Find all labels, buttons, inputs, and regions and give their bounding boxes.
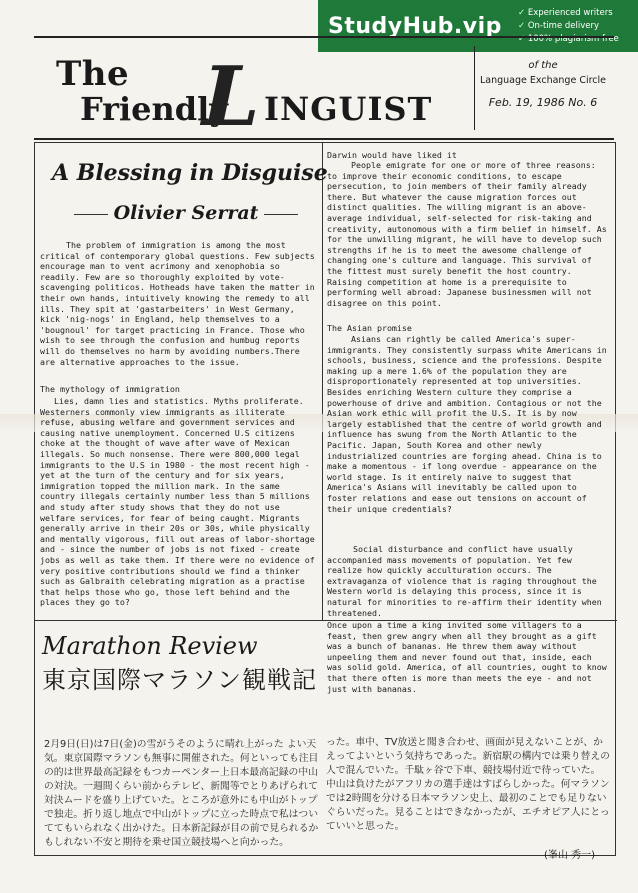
issue-of: of the [528,60,558,71]
issue-circle: Language Exchange Circle [479,75,607,86]
article-body-bananas: Once upon a time a king invited some villagers to a feast, then grew angry when all they brought as a gift was a bunch of bananas. He threw them away without unpeeling them and never found out that, inside, each was solid gold. America, of all countries, ought to know that there often is more than meets the eye - and not just with bananas. [327,620,607,694]
review-title-japanese: 東京国際マラソン観戦記 [42,666,317,694]
issue-box [474,46,611,130]
subhead-asian: The Asian promise [327,323,412,333]
article-headline: A Blessing in Disguise [52,160,328,186]
feature-plagiarism: ✓ 100% plagiarism free [518,33,619,46]
article-intro: The problem of immigration is among the most critical of contemporary global questions. Few subjects encourage man to vent acrimony and xenophobia so readily. Few are so thoroughly exploited by vote-scavenging politicos. Hotheads have taken the matter in their own hands, intuitively knowing the remedy to all ills. They spit at 'gastarbeiters' in West Germany, kick 'nig-nogs' in England, help themselves to a 'bougnoul' for target practicing in France. Those who wish to see through the confusion and humbug reports will do themselves no harm by avoiding numbers.There are alternative approaches to the issue. [40,240,315,367]
masthead-inguist: INGUIST [264,90,433,128]
column-divider [322,142,323,620]
body-darwin-text: People emigrate for one or more of three reasons: to improve their economic conditions, to escape persecution, to join members of their family already there. But whatever the cause migration forces out distinct qualities. The willing migrant is an above-average individual, self-selected for risk-taking and creativity, autonomous with a firm belief in himself. As for the unwilling migrant, he will have to develop such strengths if he is to meet the awesome challenge of changing one's culture and language. This survival of the fittest must surely benefit the host country. Raising competition at home is a prerequisite to performing well abroad: Japanese businessmen will not disagree on this point. [327,160,607,308]
masthead-friendly: Friendly [80,90,228,128]
subhead-mythology: The mythology of immigration [40,384,180,394]
article-body-social: Social disturbance and conflict have usually accompanied mass movements of population. Yet few realize how quickly acculturation occurs. The extravaganza of violence that is raging throughout the Western world is delaying this process, since it is natural for minorities to re-affirm their identity when threatened. [327,544,602,618]
masthead [34,36,614,145]
review-title: Marathon Review [42,632,258,660]
studyhub-logo[interactable]: StudyHub.vip [328,13,502,39]
article-body-asian [327,334,609,514]
feature-experienced: ✓ Experienced writers [518,7,619,20]
article-byline: Olivier Serrat [56,202,316,224]
review-text-right: った。車中、TV放送と聞き合わせ、画面が見えないことが、かえってよいという気持ちであった。新宿駅の構内では乗り替えの人で混んでいた。千駄ヶ谷で下車、競技場付近で待っていた。中山は負けたがアフリカの選手達はすばらしかった。何マラソンでは2時間を分ける日本マラソン史上、最初のことでも足りないぐらいだった。見ることはできなかったが、エチオピア人にとっていいと思った。 [326,737,610,832]
article-body-darwin [327,160,609,308]
issue-date: Feb. 19, 1986 No. 6 [488,96,598,109]
review-text-left: 2月9日(日)は7日(金)の雪がうそのように晴れ上がった よい天気。東京国際マラソンも無事に開催された。何といっても注目の的は世界最高記録をもつカーペンター上日本最高記録の中山の対決。一週間くらい前からテレビ、新聞等でとりあげられて対決ムードを盛り上げていた。ところが意外にも中山がトップで独走。折り返し地点で中山がトップに立った時点で私はついててもいられなく出かけた。日本新記録が目の前で見られるかもしれない不安と期待を乗せ国立競技場へと向かった。 [44,739,319,848]
body-asian-text: Asians can rightly be called America's super-immigrants. They consistently surpass white Americans in schools, business, science and the professions. Despite making up a mere 1.6% of the population they are disproportionately represented at top universities. Besides enriching Western culture they comprise a powerhouse of drive and ambition. Contagious or not the Asian work ethic will profit the U.S. It is by now largely established that the centre of world growth and influence has swung from the North Atlantic to the Pacific. Japan, South Korea and other newly industrialized countries are forging ahead. China is to make a momentous - if long overdue - appearance on the world stage. Is it entirely naive to suggest that America's Asians will inevitably be called upon to foster relations and ease out tensions on account of their unique credentials? [327,334,607,514]
subhead-darwin: Darwin would have liked it [327,150,457,160]
review-signature: (峯山 秀一) [544,850,595,861]
feature-on-time: ✓ On-time delivery [518,20,619,33]
masthead-the: The [56,54,130,94]
article-body-mythology: Lies, damn lies and statistics. Myths proliferate. Westerners commonly view immigrants as illiterate refuse, abusing welfare and government services and causing native unemployment. Concerned U.S citizens choke at the thought of wave after wave of Mexican illegals. So much nonsense. There were 800,000 legal immigrants to the U.S in 1980 - the most recent high - yet at the turn of the century and for six years, immigration topped the million mark. In the same country illegals certainly number less than 5 millions and study after study shows that they do not use welfare services, for fear of being caught. Migrants generally arrive in their 20s or 30s, while physically and mentally vigorous, fill out areas of labor-shortage and - since the number of jobs is not fixed - create jobs as well as take them. If there were no evidence of very positive contributions should we find a thinker such as Galbraith celebrating migration as a practise that helps those who go, those left behind and the places they go to? [40,396,315,608]
masthead-big-l: L [191,49,270,145]
